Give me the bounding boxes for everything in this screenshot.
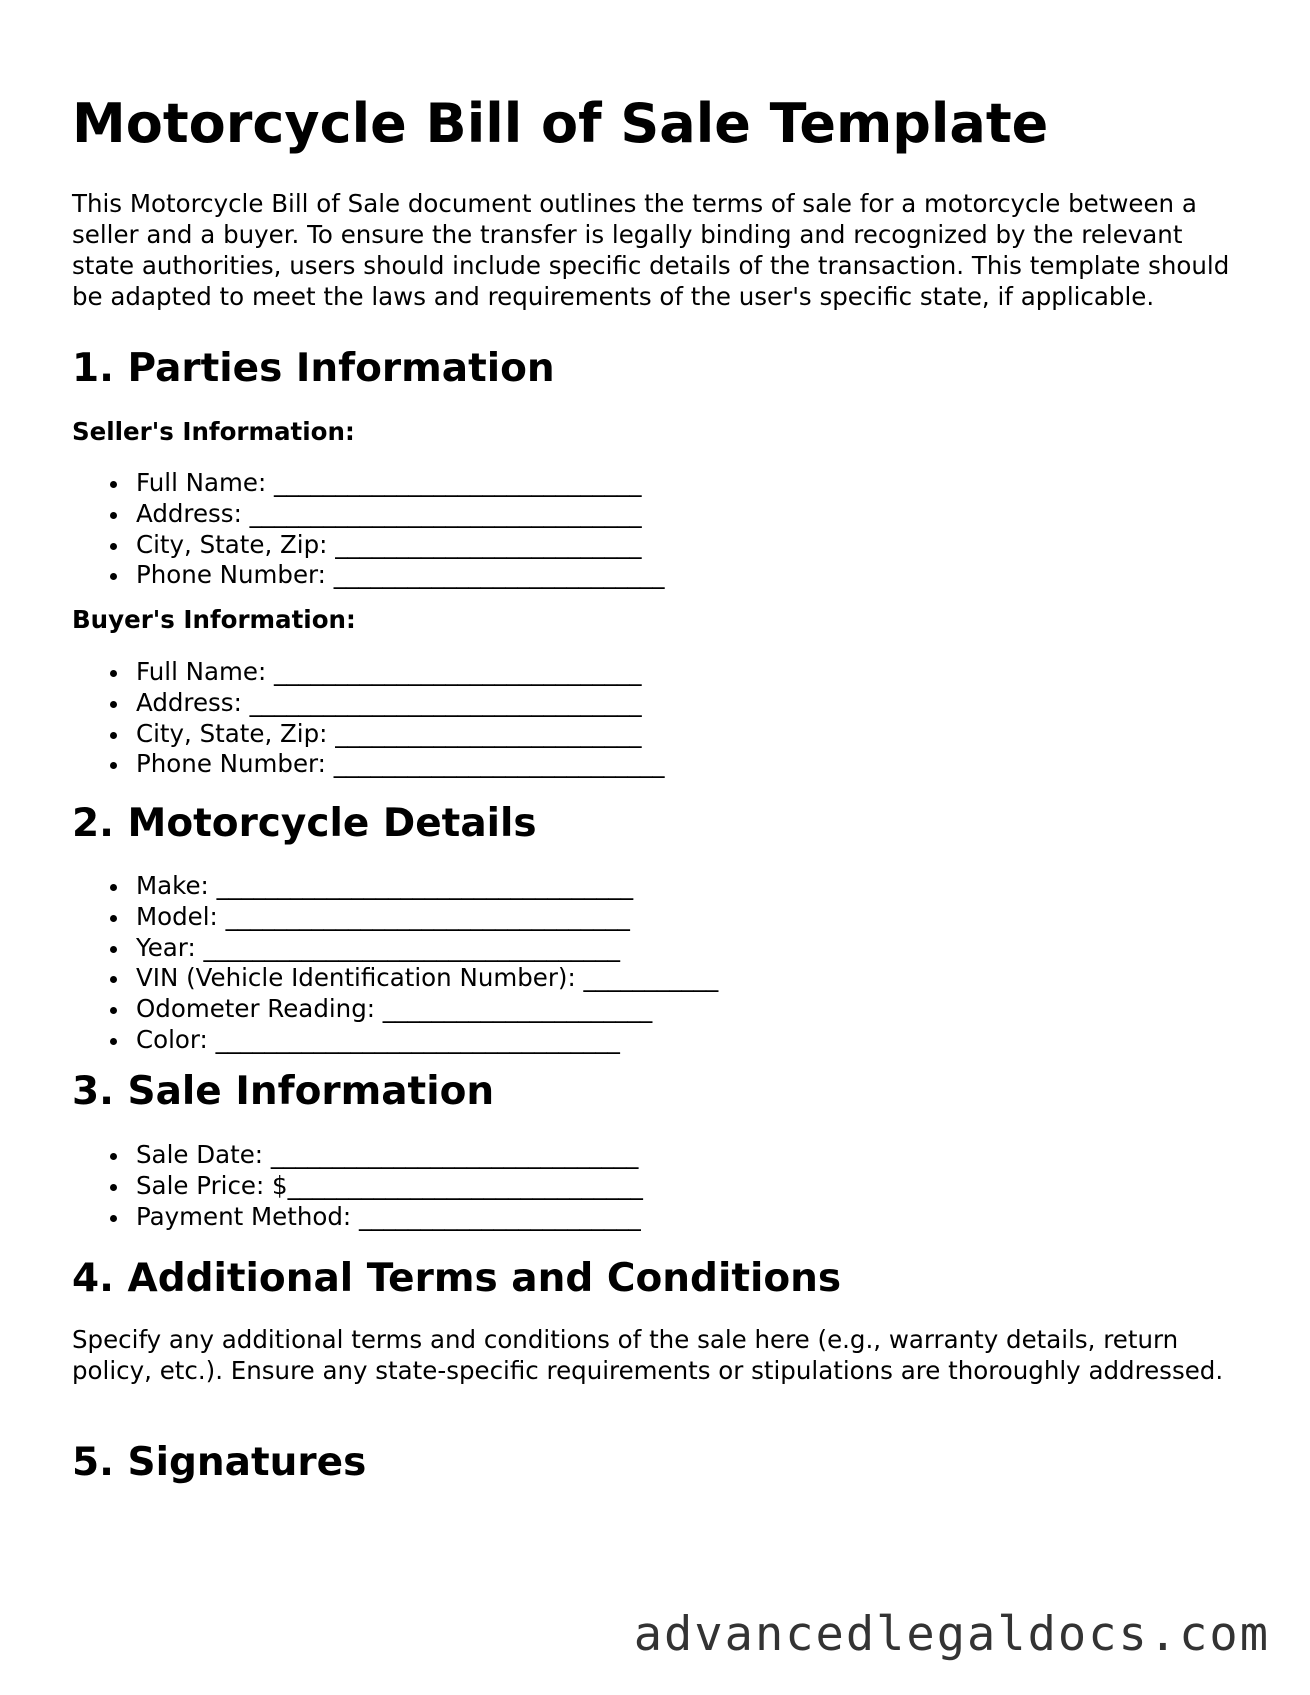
seller-city-state-zip-field: City, State, Zip: _________________________ (72, 530, 664, 561)
motorcycle-color-field: Color: _________________________________ (72, 1025, 718, 1056)
sale-fields-list (72, 1140, 643, 1232)
section-heading-parties: 1. Parties Information (72, 346, 555, 391)
buyer-city-state-zip-field: City, State, Zip: _________________________ (72, 719, 664, 750)
buyer-full-name-field: Full Name: ______________________________ (72, 657, 664, 688)
sale-price-field: Sale Price: $_____________________________ (72, 1171, 643, 1202)
buyer-address-field: Address: ________________________________ (72, 688, 664, 719)
section-heading-motorcycle: 2. Motorcycle Details (72, 801, 537, 846)
section-heading-terms: 4. Additional Terms and Conditions (72, 1256, 842, 1301)
buyer-phone-field: Phone Number: ___________________________ (72, 749, 664, 780)
motorcycle-make-field: Make: __________________________________ (72, 871, 718, 902)
sale-date-field: Sale Date: ______________________________ (72, 1140, 643, 1171)
section-heading-signatures: 5. Signatures (72, 1440, 367, 1485)
buyer-info-heading: Buyer's Information: (72, 605, 356, 634)
seller-full-name-field: Full Name: ______________________________ (72, 468, 664, 499)
motorcycle-odometer-field: Odometer Reading: ______________________ (72, 994, 718, 1025)
buyer-fields-list (72, 657, 664, 780)
payment-method-field: Payment Method: _______________________ (72, 1202, 643, 1233)
motorcycle-vin-field: VIN (Vehicle Identification Number): ___________ (72, 963, 718, 994)
seller-fields-list (72, 468, 664, 591)
motorcycle-model-field: Model: _________________________________ (72, 902, 718, 933)
seller-info-heading: Seller's Information: (72, 417, 355, 446)
seller-phone-field: Phone Number: ___________________________ (72, 560, 664, 591)
motorcycle-fields-list (72, 871, 718, 1056)
footer-watermark: advancedlegaldocs.com (633, 1607, 1270, 1662)
motorcycle-year-field: Year: __________________________________ (72, 933, 718, 964)
terms-paragraph: Specify any additional terms and conditions of the sale here (e.g., warranty details, return policy, etc.). Ensure any state-specific requirements or stipulations are thoroughly addressed. (72, 1325, 1224, 1385)
intro-paragraph: This Motorcycle Bill of Sale document outlines the terms of sale for a motorcycle between a seller and a buyer. To ensure the transfer is legally binding and recognized by the relevant state authorities, users should include specific details of the transaction. This template should be adapted to meet the laws and requirements of the user's specific state, if applicable. (72, 189, 1230, 311)
section-heading-sale: 3. Sale Information (72, 1069, 495, 1114)
seller-address-field: Address: ________________________________ (72, 499, 664, 530)
page-title: Motorcycle Bill of Sale Template (72, 92, 1049, 155)
